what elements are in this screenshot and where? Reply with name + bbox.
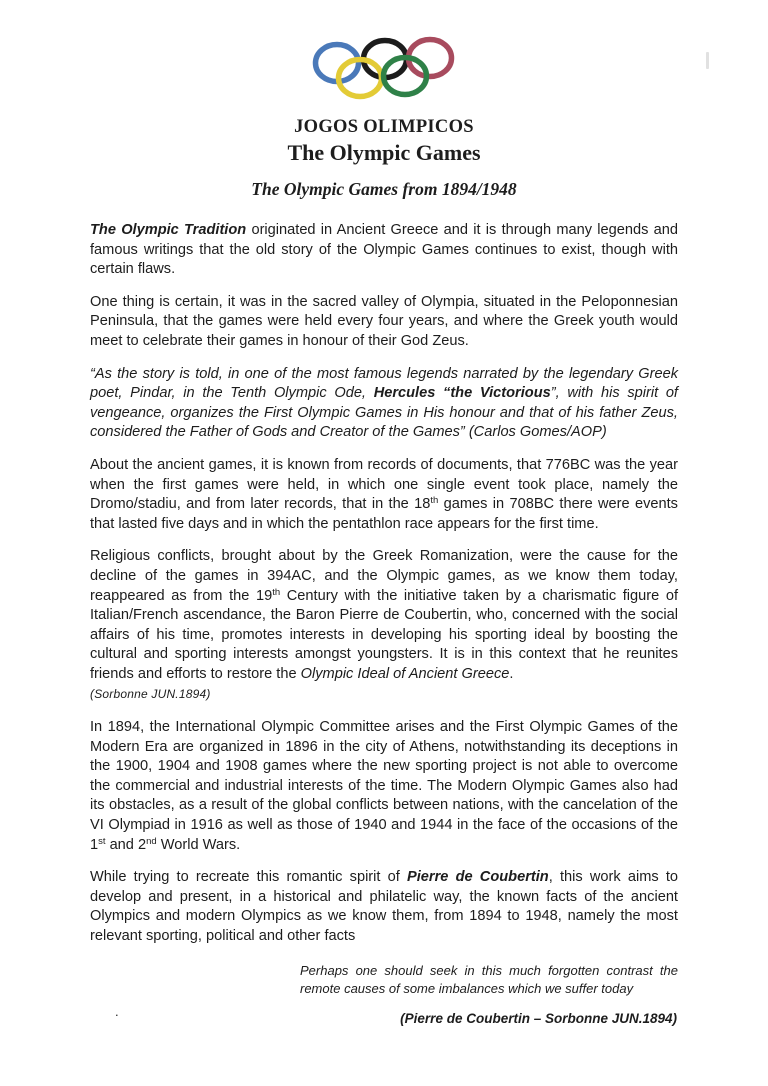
title-portuguese: JOGOS OLIMPICOS	[294, 117, 474, 137]
document-subtitle: The Olympic Games from 1894/1948	[251, 179, 517, 199]
ordinal-superscript: th	[272, 586, 281, 598]
paragraph-olympia-valley	[90, 293, 678, 352]
paragraph-text: While trying to recreate this romantic spirit of	[90, 869, 408, 886]
document-body	[90, 221, 678, 947]
hercules-bold-run: Hercules “the Victorious	[373, 385, 551, 402]
closing-quote: Perhaps one should seek in this much forgotten contrast the remote causes of some imbalances which we suffer today	[300, 963, 678, 996]
paragraph-olympic-tradition	[90, 221, 678, 280]
quote-attribution: (Pierre de Coubertin – Sorbonne JUN.1894)	[400, 1011, 677, 1026]
ordinal-superscript: nd	[146, 835, 157, 847]
paragraph-text: In 1894, the International Olympic Committee arises and the First Olympic Games of the Modern Era are organized in 1896 in the city of Athens, notwithstanding its deceptions in the 1900, 1904 and 1908 games where the new sporting project is not able to overcome the commercial and industrial interests of the time. The Modern Olympic Games also had its obstacles, as a result of the global conflicts between nations, with the cancelation of the VI Olympiad in 1916 as well as those of 1940 and 1944 in the face of the occasions of the 1	[90, 719, 678, 853]
olympic-ideal-italic-run: Olympic Ideal of Ancient Greece	[300, 665, 510, 682]
paragraph-text: Century with the initiative taken by a charismatic figure of Italian/French ascendance, the Baron Pierre de Coubertin, who, concerned with the social affairs of his time, promotes interests in developing his sporting ideal by boosting the cultural and sporting interests amongst youngsters. It is in this context that he reunites friends and efforts to restore the	[90, 587, 679, 682]
paragraph-text: ”, with his spirit of vengeance, organizes the First Olympic Games in His honour and that of his father Zeus, considered the Father of Gods and Creator of the Games” (Carlos Gomes/AOP)	[90, 385, 678, 441]
olympic-rings-logo	[309, 36, 459, 102]
ordinal-superscript: th	[430, 495, 439, 507]
paragraph-text: “As the story is told, in one of the most famous legends narrated by the legendary Greek poet, Pindar, in the Tenth Olympic Ode,	[90, 365, 678, 402]
paragraph-text: Religious conflicts, brought about by the Greek Romanization, were the cause for the decline of the games in 394AC, and the Olympic games, as we know them today, reappeared as from the 19	[90, 548, 678, 604]
paragraph-text: games in 708BC there were events that lasted five days and in which the pentathlon race appears for the first time.	[90, 496, 678, 532]
paragraph-lead-bold: The Olympic Tradition	[90, 222, 247, 238]
paragraph-text: One thing is certain, it was in the sacred valley of Olympia, situated in the Peloponnesian Peninsula, that the games were held every four years, and where the Greek youth would meet to celebrate their games in honour of their God Zeus.	[90, 293, 678, 349]
paragraph-text: originated in Ancient Greece and it is through many legends and famous writings that the old story of the Olympic Games continues to exist, though with certain flaws.	[90, 222, 678, 278]
scanner-artifact-mark	[706, 52, 709, 69]
paragraph-religious-conflicts	[90, 547, 678, 705]
paragraph-pindar-legend	[90, 365, 678, 443]
title-english: The Olympic Games	[287, 140, 481, 165]
paragraph-text: About the ancient games, it is known from records of documents, that 776BC was the year when the first games were held, in which one single event took place, namely the Dromo/stadiu, and from later records, that in the 18	[90, 456, 678, 513]
stray-period: .	[115, 1004, 119, 1019]
paragraph-text: and 2	[105, 836, 147, 853]
paragraph-work-aim	[90, 868, 678, 946]
paragraph-modern-era	[90, 718, 678, 855]
paragraph-text: .	[509, 665, 514, 682]
ordinal-superscript: st	[98, 835, 106, 847]
paragraph-ancient-games	[90, 456, 678, 534]
paragraph-text: , this work aims to develop and present, in a historical and philatelic way, the known facts of the ancient Olympics and modern Olympics as we know them, from 1894 to 1948, namely the most relevant sporting, political and other facts	[90, 869, 678, 944]
sorbonne-source-note: (Sorbonne JUN.1894)	[90, 687, 211, 702]
coubertin-bold-run: Pierre de Coubertin	[407, 869, 549, 886]
paragraph-text: World Wars.	[156, 836, 241, 853]
